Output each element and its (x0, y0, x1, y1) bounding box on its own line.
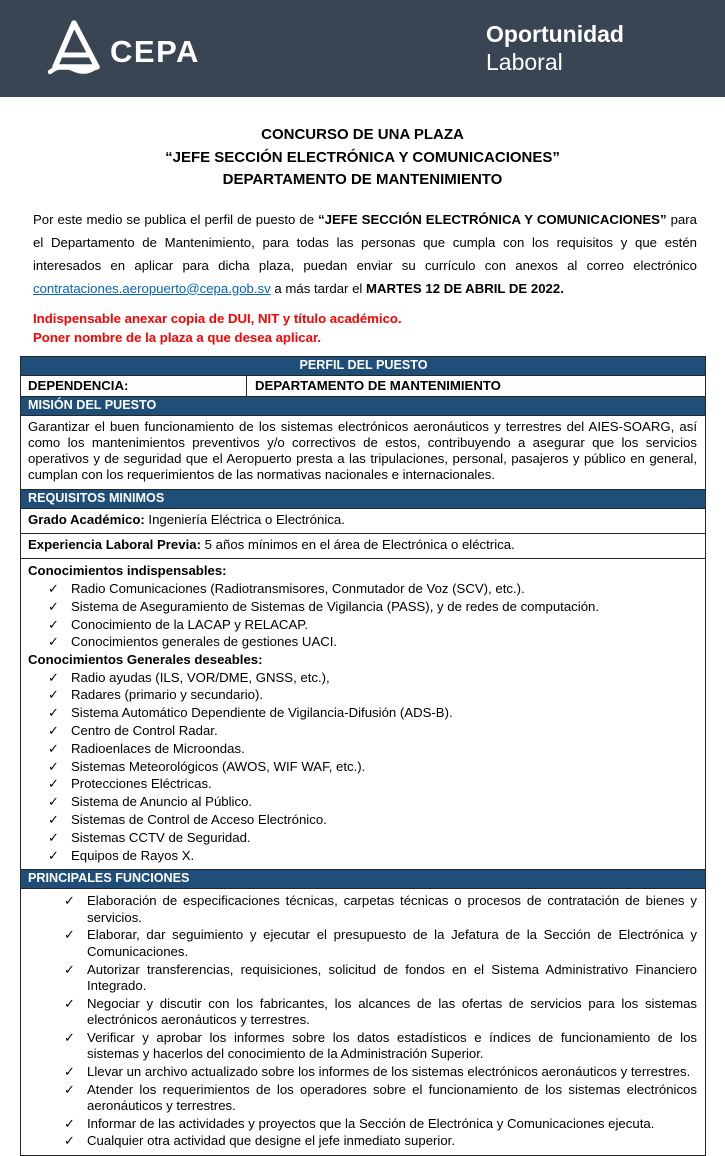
check-icon: ✓ (48, 758, 60, 774)
check-icon: ✓ (48, 598, 60, 614)
deseables-label: Conocimientos Generales deseables: (28, 651, 263, 667)
check-icon: ✓ (48, 847, 60, 863)
check-icon: ✓ (48, 705, 60, 721)
check-list-item (28, 1082, 697, 1115)
check-icon: ✓ (48, 740, 60, 756)
check-list-item (28, 617, 697, 633)
grado-academico-value: Ingeniería Eléctrica o Electrónica. (144, 511, 345, 527)
check-item-text: Radio Comunicaciones (Radiotransmisores, Conmutador de Voz (SCV), etc.). (71, 581, 525, 597)
check-icon: ✓ (64, 1115, 76, 1131)
check-icon: ✓ (64, 961, 76, 977)
tagline (486, 20, 624, 76)
check-item-text: Conocimiento de la LACAP y RELACAP. (71, 616, 309, 632)
check-list-item (28, 759, 697, 775)
check-item-text: Protecciones Eléctricas. (71, 776, 212, 792)
dependencia-value: DEPARTAMENTO DE MANTENIMIENTO (255, 377, 501, 393)
email-link[interactable]: contrataciones.aeropuerto@cepa.gob.sv (33, 280, 271, 296)
check-item-text: Equipos de Rayos X. (71, 847, 195, 863)
check-icon: ✓ (48, 687, 60, 703)
check-item-text: Radioenlaces de Microondas. (71, 740, 245, 756)
text-run: a más tardar el (270, 280, 367, 296)
check-list-item (28, 705, 697, 721)
check-list-item (28, 1030, 697, 1063)
check-item-text: Elaboración de especificaciones técnicas, carpetas técnicas o procesos de contratación de bienes y servicios. (87, 893, 697, 925)
check-icon: ✓ (64, 1081, 76, 1097)
funciones-list (28, 893, 697, 1149)
experiencia-label: Experiencia Laboral Previa: (28, 536, 201, 552)
check-list-item (28, 776, 697, 792)
check-item-text: Sistema Automático Dependiente de Vigilancia-Difusión (ADS-B). (71, 705, 453, 721)
check-icon: ✓ (64, 1029, 76, 1045)
check-list-item (28, 927, 697, 960)
check-item-text: Radares (primario y secundario). (71, 687, 264, 703)
check-icon: ✓ (64, 893, 76, 909)
check-item-text: Negociar y discutir con los fabricantes, los alcances de las ofertas de servicios para los sistemas electrónicos aeronáuticos y terrestres. (87, 995, 697, 1027)
check-icon: ✓ (48, 669, 60, 685)
intro-paragraph (33, 208, 697, 300)
experiencia-value: 5 años mínimos en el área de Electrónica o eléctrica. (200, 536, 515, 552)
check-item-text: Centro de Control Radar. (71, 722, 218, 738)
text-run: para el Departamento de Mantenimiento, para todas las personas que cumpla con los requisitos y que estén interesados en aplicar para dicha plaza, puedan enviar su currículo con anexos al correo electrónico (33, 211, 697, 273)
check-list-item (28, 581, 697, 597)
check-list-item (28, 962, 697, 995)
check-list-item (28, 1133, 697, 1149)
check-item-text: Sistemas CCTV de Seguridad. (71, 829, 251, 845)
check-list-item (28, 996, 697, 1029)
table-header-perfil: PERFIL DEL PUESTO (21, 357, 705, 375)
check-icon: ✓ (64, 1063, 76, 1079)
check-item-text: Sistema de Anuncio al Público. (71, 794, 253, 810)
check-list-item (28, 812, 697, 828)
tagline-laboral: Laboral (486, 49, 563, 75)
table-header-mision: MISIÓN DEL PUESTO (21, 396, 705, 415)
cepa-logo-icon (46, 20, 102, 78)
title-line-1: CONCURSO DE UNA PLAZA (261, 126, 464, 143)
bold-run: “JEFE SECCIÓN ELECTRÓNICA Y COMUNICACIONES” (318, 211, 667, 227)
check-list-item (28, 848, 697, 864)
check-icon: ✓ (48, 776, 60, 792)
tagline-oportunidad: Oportunidad (486, 21, 624, 47)
check-item-text: Verificar y aprobar los informes sobre los datos estadísticos e índices de funcionamiento de los sistemas y hacerlos del conocimiento de la Administración Superior. (87, 1029, 697, 1061)
cepa-logo-text: CEPA (110, 34, 200, 69)
deseables-list (28, 670, 697, 864)
grado-academico-label: Grado Académico: (28, 511, 145, 527)
document-title (0, 124, 725, 192)
check-icon: ✓ (64, 995, 76, 1011)
check-item-text: Cualquier otra actividad que designe el jefe inmediato superior. (87, 1133, 456, 1149)
cepa-logo (46, 20, 200, 78)
check-item-text: Atender los requerimientos de los operadores sobre el funcionamiento de los sistemas electrónicos aeronáuticos y terrestres. (87, 1081, 697, 1113)
experiencia-row (21, 533, 705, 558)
check-icon: ✓ (48, 616, 60, 632)
check-list-item (28, 830, 697, 846)
check-item-text: Radio ayudas (ILS, VOR/DME, GNSS, etc.), (71, 669, 330, 685)
table-header-requisitos: REQUISITOS MINIMOS (21, 489, 705, 508)
check-list-item (28, 1064, 697, 1080)
check-icon: ✓ (48, 634, 60, 650)
check-list-item (28, 1116, 697, 1132)
check-list-item (28, 893, 697, 926)
check-icon: ✓ (64, 927, 76, 943)
indispensables-list (28, 581, 697, 651)
title-line-3: DEPARTAMENTO DE MANTENIMIENTO (222, 171, 503, 188)
check-item-text: Sistemas Meteorológicos (AWOS, WIF WAF, etc.). (71, 758, 366, 774)
check-item-text: Llevar un archivo actualizado sobre los informes de los sistemas electrónicos aeronáuticos y terrestres. (87, 1063, 691, 1079)
bold-run: MARTES 12 DE ABRIL DE 2022. (366, 280, 564, 296)
funciones-cell (21, 888, 705, 1155)
check-item-text: Sistema de Aseguramiento de Sistemas de Vigilancia (PASS), y de redes de computación. (71, 598, 600, 614)
check-icon: ✓ (48, 722, 60, 738)
check-list-item (28, 794, 697, 810)
grado-academico-row (21, 508, 705, 533)
check-icon: ✓ (48, 829, 60, 845)
check-item-text: Sistemas de Control de Acceso Electrónico. (71, 811, 327, 827)
check-item-text: Conocimientos generales de gestiones UACI. (71, 634, 338, 650)
text-run: Por este medio se publica el perfil de puesto de (33, 211, 319, 227)
dependencia-row (21, 375, 705, 396)
table-header-funciones: PRINCIPALES FUNCIONES (21, 869, 705, 888)
check-list-item (28, 634, 697, 650)
check-icon: ✓ (64, 1133, 76, 1149)
check-list-item (28, 599, 697, 615)
check-icon: ✓ (48, 811, 60, 827)
check-list-item (28, 723, 697, 739)
check-item-text: Informar de las actividades y proyectos que la Sección de Electrónica y Comunicaciones ejecuta. (87, 1115, 655, 1131)
indispensables-label: Conocimientos indispensables: (28, 563, 227, 579)
check-item-text: Autorizar transferencias, requisiciones, solicitud de fondos en el Sistema Administrativo Financiero Integrado. (87, 961, 697, 993)
notice-block (33, 309, 697, 348)
check-icon: ✓ (48, 581, 60, 597)
check-item-text: Elaborar, dar seguimiento y ejecutar el presupuesto de la Jefatura de la Sección de Electrónica y Comunicaciones. (87, 927, 697, 959)
conocimientos-cell (21, 558, 705, 869)
mision-text: Garantizar el buen funcionamiento de los sistemas electrónicos aeronáuticos y terrestres del AIES-SOARG, así como los mantenimientos preventivos y/o correctivos de estos, contribuyendo a asegurar que los servicios operativos y de seguridad que el Aeropuerto presta a las tripulaciones, personal, pasajeros y público en general, cumplan con los requerimientos de las normativas nacionales e internacionales. (21, 415, 705, 489)
check-list-item (28, 741, 697, 757)
title-line-2: “JEFE SECCIÓN ELECTRÓNICA Y COMUNICACIONES” (165, 148, 560, 166)
notice-line-1: Indispensable anexar copia de DUI, NIT y título académico. (33, 310, 402, 326)
check-list-item (28, 687, 697, 703)
check-list-item (28, 670, 697, 686)
notice-line-2: Poner nombre de la plaza a que desea aplicar. (33, 330, 322, 345)
dependencia-label: DEPENDENCIA: (21, 376, 247, 396)
perfil-table (20, 356, 706, 1156)
header-banner (0, 0, 725, 97)
check-icon: ✓ (48, 794, 60, 810)
